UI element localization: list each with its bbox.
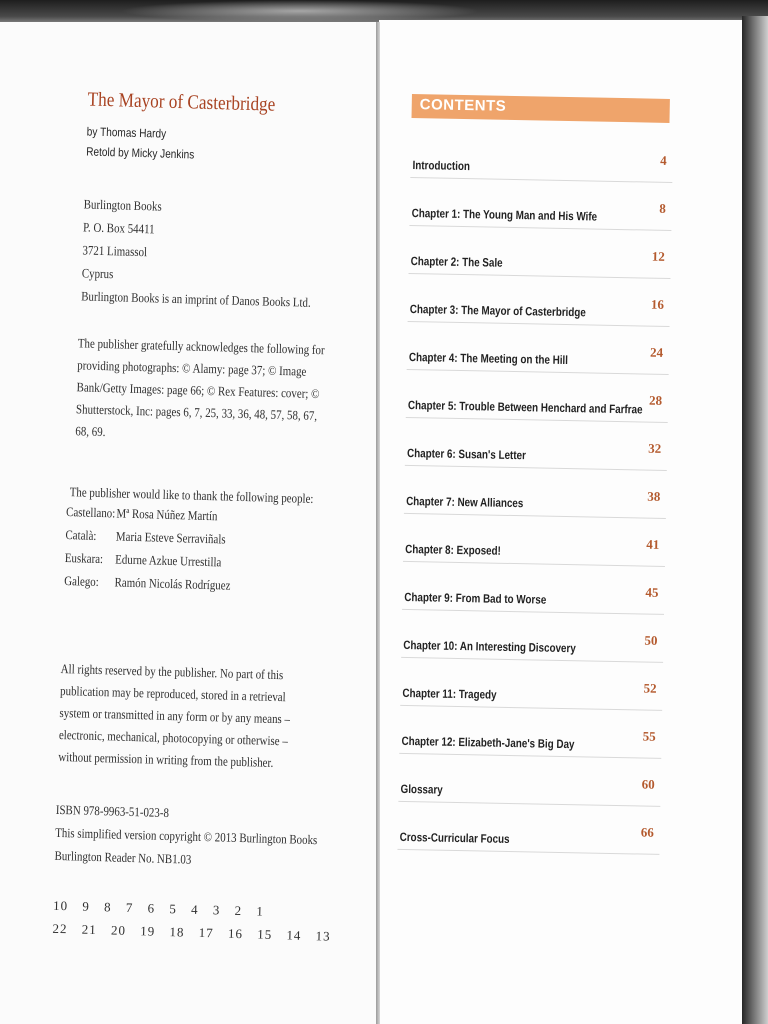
toc-divider	[408, 321, 670, 327]
thanks-name: Ramón Nicolás Rodríguez	[114, 574, 231, 593]
toc-label: Chapter 2: The Sale	[410, 254, 503, 270]
toc-page-number: 50	[644, 632, 658, 648]
toc-label: Chapter 6: Susan's Letter	[406, 445, 526, 463]
thanks-language: Català:	[65, 527, 97, 543]
retold-line: Retold by Micky Jenkins	[86, 144, 195, 162]
toc-label: Glossary	[400, 781, 443, 797]
toc-label: Chapter 5: Trouble Between Henchard and Farfrae	[407, 397, 643, 417]
toc-page-number: 45	[645, 584, 659, 600]
contents-page	[397, 92, 674, 877]
toc-entry	[398, 772, 657, 807]
toc-divider	[403, 561, 665, 567]
toc-entry	[409, 196, 668, 231]
thanks-name: Edurne Azkue Urrestilla	[115, 551, 222, 570]
toc-divider	[410, 177, 672, 183]
toc-divider	[397, 849, 659, 855]
toc-page-number: 24	[649, 344, 664, 360]
toc-page-number: 12	[651, 248, 666, 264]
toc-divider	[409, 273, 671, 279]
reader-number: Burlington Reader No. NB1.03	[54, 847, 192, 867]
toc-page-number: 16	[650, 296, 665, 312]
toc-entry	[410, 148, 669, 183]
book-title: The Mayor of Casterbridge	[87, 88, 276, 116]
photo-credits: The publisher gratefully acknowledges the following for providing photographs: © Alamy: page 37; © Image Bank/Getty Images: page 66; © Rex Features: cover; © Shutterstock, Inc: pages 6, 7, 25, 33, 36, 48, 57, 58, 67, 68, 69.	[75, 335, 325, 440]
contents-header-bar	[412, 94, 670, 123]
toc-entry	[400, 676, 659, 711]
isbn: ISBN 978-9963-51-023-8	[55, 801, 170, 821]
thanks-intro: The publisher would like to thank the following people:	[69, 484, 314, 506]
imprint-line: Burlington Books is an imprint of Danos Books Ltd.	[80, 288, 311, 310]
toc-divider	[407, 369, 669, 375]
toc-page-number: 55	[642, 728, 656, 744]
toc-divider	[405, 465, 667, 471]
address-line: P. O. Box 54411	[82, 219, 155, 237]
toc-page-number: 28	[648, 392, 663, 408]
rights-notice: All rights reserved by the publisher. No part of this publication may be reproduced, stored in a retrieval system or transmitted in any form or by any means – electronic, mechanical, photocopying or otherwise – without permission in writing from the publisher.	[58, 660, 291, 770]
toc-label: Chapter 12: Elizabeth-Jane's Big Day	[401, 733, 575, 752]
toc-entry	[402, 580, 661, 615]
toc-divider	[409, 225, 671, 231]
toc-divider	[406, 417, 668, 423]
thanks-language: Castellano:	[65, 504, 116, 521]
toc-divider	[401, 657, 663, 663]
toc-label: Chapter 9: From Bad to Worse	[404, 589, 547, 607]
toc-page-number: 66	[640, 824, 654, 840]
toc-page-number: 4	[660, 152, 667, 168]
toc-label: Chapter 1: The Young Man and His Wife	[411, 206, 598, 224]
print-line: 10 9 8 7 6 5 4 3 2 1	[52, 897, 265, 919]
toc-label: Chapter 7: New Alliances	[406, 493, 524, 511]
toc-label: Cross-Curricular Focus	[399, 829, 510, 847]
toc-label: Chapter 3: The Mayor of Casterbridge	[409, 301, 587, 320]
thanks-language: Euskara:	[64, 550, 104, 567]
toc-entry	[406, 388, 665, 423]
toc-divider	[404, 513, 666, 519]
toc-entry	[409, 244, 668, 279]
toc-label: Chapter 4: The Meeting on the Hill	[408, 349, 569, 368]
toc-page-number: 41	[646, 536, 660, 552]
scanner-glare	[120, 0, 480, 22]
print-line: 22 21 20 19 18 17 16 15 14 13	[52, 920, 331, 944]
address-line: 3721 Limassol	[82, 242, 148, 260]
toc-divider	[400, 705, 662, 711]
toc-entry	[408, 292, 667, 327]
toc-entry	[403, 532, 662, 567]
toc-label: Chapter 8: Exposed!	[405, 541, 502, 558]
toc-entry	[401, 628, 660, 663]
toc-divider	[399, 753, 661, 759]
scanner-shadow-right	[742, 16, 768, 1024]
toc-page-number: 52	[643, 680, 657, 696]
toc-entry	[405, 436, 664, 471]
toc-label: Introduction	[412, 158, 471, 174]
toc-entry	[407, 340, 666, 375]
address-line: Cyprus	[81, 265, 114, 282]
toc-entry	[397, 820, 656, 855]
toc-divider	[398, 801, 660, 807]
toc-divider	[402, 609, 664, 615]
contents-heading: CONTENTS	[419, 96, 507, 115]
toc-page-number: 60	[641, 776, 655, 792]
book-spine	[376, 22, 380, 1024]
copyright-line: This simplified version copyright © 2013 Burlington Books	[55, 824, 318, 848]
thanks-name: Maria Esteve Serraviñals	[115, 528, 226, 547]
toc-entry	[399, 724, 658, 759]
toc-label: Chapter 11: Tragedy	[402, 685, 497, 702]
toc-page-number: 38	[647, 488, 661, 504]
toc-entry	[404, 484, 663, 519]
address-line: Burlington Books	[83, 196, 162, 214]
author-line: by Thomas Hardy	[86, 124, 167, 141]
thanks-name: Mª Rosa Núñez Martín	[116, 505, 218, 524]
toc-label: Chapter 10: An Interesting Discovery	[403, 637, 576, 656]
toc-page-number: 8	[659, 200, 666, 216]
toc-page-number: 32	[648, 440, 662, 456]
thanks-language: Galego:	[64, 573, 100, 589]
